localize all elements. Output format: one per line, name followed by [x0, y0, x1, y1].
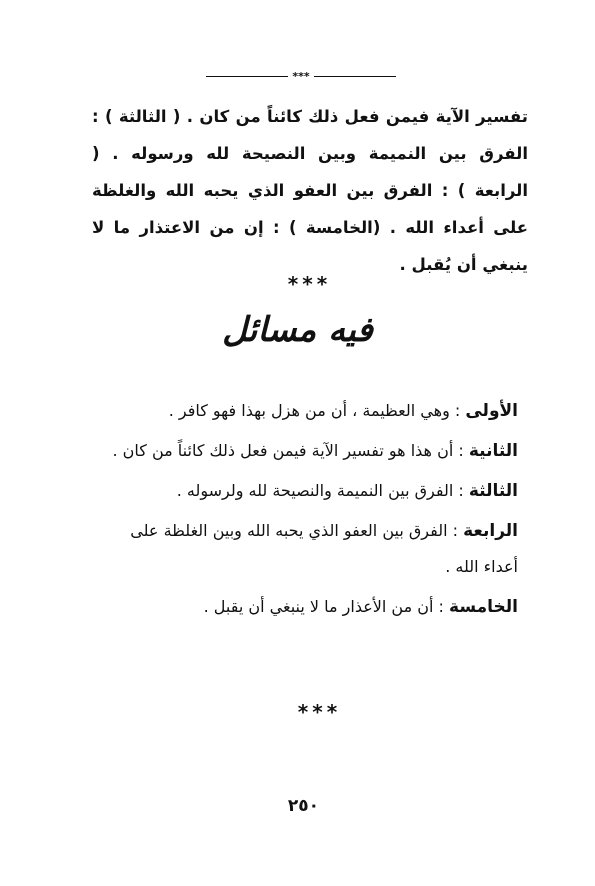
top-ornament-stars: *** [292, 69, 310, 83]
issue-text-3: : الفرق بين النميمة والنصيحة لله ولرسوله . [176, 481, 469, 500]
issue-item-5 [92, 589, 518, 625]
issue-text-4: : الفرق بين العفو الذي يحبه الله وبين الغلظة على أعداء الله . [130, 521, 518, 576]
issue-label-1: الأولى [465, 401, 518, 421]
issue-label-3: الثالثة [468, 481, 518, 501]
left-rule-line [206, 76, 288, 77]
issue-text-2: : أن هذا هو تفسير الآية فيمن فعل ذلك كائناً من كان . [112, 441, 469, 460]
top-ornament-rule [206, 70, 396, 82]
issue-label-4: الرابعة [463, 521, 518, 541]
issue-label-2: الثانية [468, 441, 518, 461]
right-rule-line [314, 76, 396, 77]
issue-label-5: الخامسة [449, 597, 518, 617]
issue-text-1: : وهي العظيمة ، أن من هزل بهذا فهو كافر . [168, 401, 466, 420]
section-separator-bottom: *** [297, 700, 342, 724]
issue-item-1 [92, 393, 518, 429]
issue-item-4 [92, 513, 518, 585]
issue-item-2 [92, 433, 518, 469]
issue-item-3 [92, 473, 518, 509]
issue-text-5: : أن من الأعذار ما لا ينبغي أن يقبل . [203, 597, 450, 616]
issues-list [92, 393, 518, 629]
section-separator-top: *** [287, 272, 332, 296]
section-heading: فيه مسائل [222, 310, 373, 350]
intro-paragraph: تفسير الآية فيمن فعل ذلك كائناً من كان . ( الثالثة ) : الفرق بين النميمة وبين النصيحة لله ورسوله . ( الرابعة ) : الفرق بين العفو الذي يحبه الله والغلظة على أعداء الله . (الخامسة ) : إن من الاعتذار ما لا ينبغي أن يُقبل . [92, 107, 528, 274]
page-number: ٢٥٠ [287, 796, 320, 816]
